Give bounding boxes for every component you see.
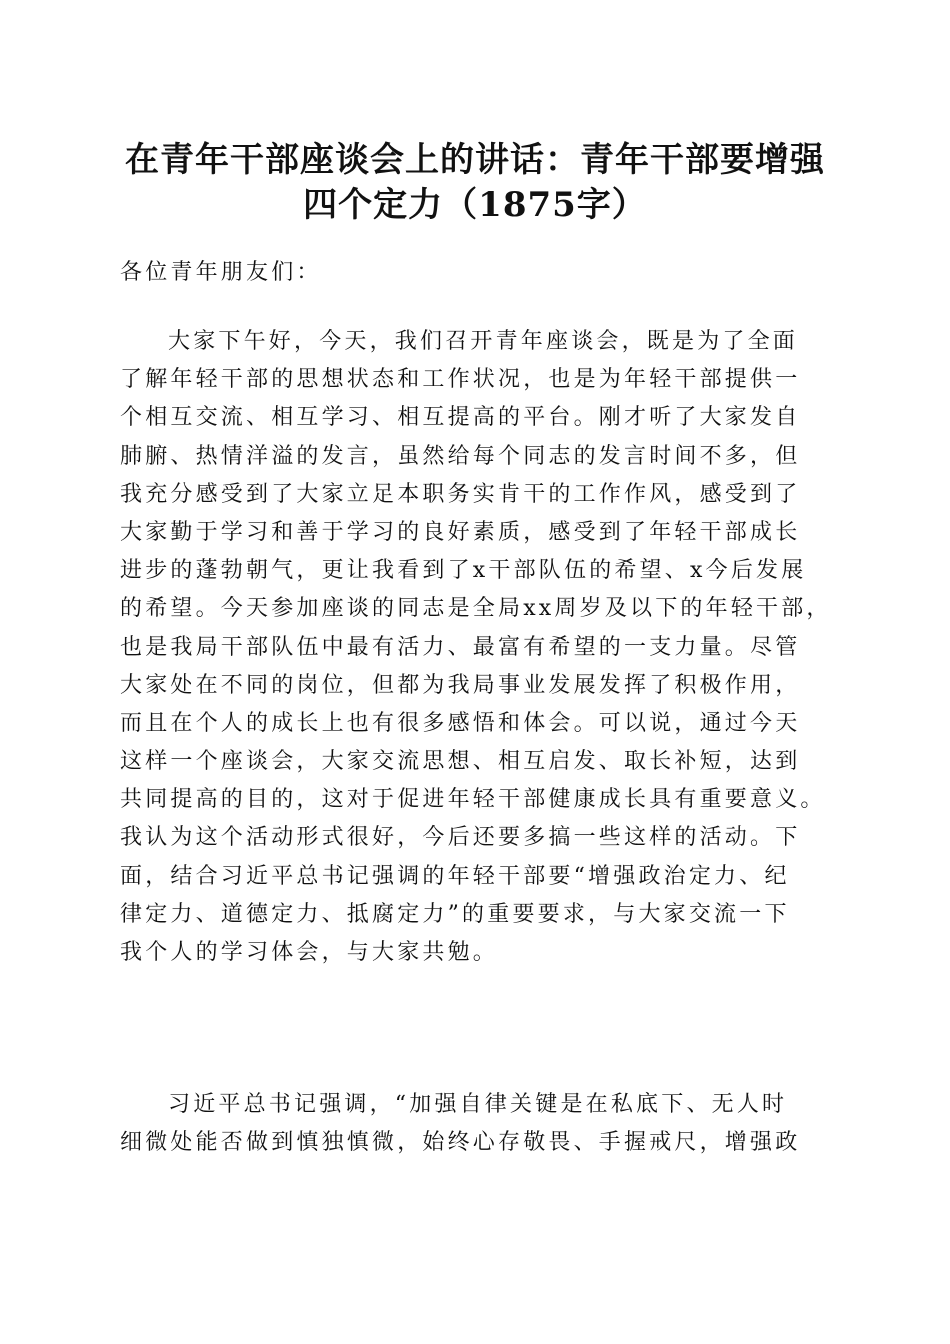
document-title-line-2: 四个定力（1875字）	[303, 185, 647, 225]
paragraph-1-line: 大家处在不同的岗位，但都为我局事业发展发挥了积极作用，	[120, 672, 801, 698]
paragraph-1-line: 大家勤于学习和善于学习的良好素质，感受到了年轻干部成长	[120, 519, 801, 545]
document-title-line-1: 在青年干部座谈会上的讲话：青年干部要增强	[125, 140, 825, 180]
paragraph-1	[120, 325, 830, 974]
paragraph-1-line: 大家下午好，今天，我们召开青年座谈会，既是为了全面	[168, 329, 799, 354]
paragraph-2-line: 细微处能否做到慎独慎微，始终心存敬畏、手握戒尺，增强政	[120, 1130, 801, 1156]
paragraph-1-line: 肺腑、热情洋溢的发言，虽然给每个同志的发言时间不多，但	[120, 443, 801, 469]
paragraph-1-line: 共同提高的目的，这对于促进年轻干部健康成长具有重要意义。	[120, 787, 826, 813]
paragraph-1-line: 律定力、道德定力、抵腐定力”的重要要求，与大家交流一下	[120, 901, 790, 927]
paragraph-1-line: 进步的蓬勃朝气，更让我看到了x干部队伍的希望、x今后发展	[120, 558, 807, 584]
paragraph-1-line: 面，结合习近平总书记强调的年轻干部要“增强政治定力、纪	[120, 863, 790, 889]
paragraph-1-line: 了解年轻干部的思想状态和工作状况，也是为年轻干部提供一	[120, 367, 801, 393]
paragraph-1-line: 我充分感受到了大家立足本职务实肯干的工作作风，感受到了	[120, 481, 801, 507]
paragraph-1-line: 个相互交流、相互学习、相互提高的平台。刚才听了大家发自	[120, 405, 801, 431]
paragraph-1-line: 也是我局干部队伍中最有活力、最富有希望的一支力量。尽管	[120, 634, 801, 660]
greeting: 各位青年朋友们：	[120, 260, 322, 285]
paragraph-1-line: 我个人的学习体会，与大家共勉。	[120, 940, 499, 965]
paragraph-1-line: 我认为这个活动形式很好，今后还要多搞一些这样的活动。下	[120, 825, 801, 851]
paragraph-1-line: 这样一个座谈会，大家交流思想、相互启发、取长补短，达到	[120, 749, 801, 775]
paragraph-2	[120, 1088, 830, 1164]
paragraph-1-line: 而且在个人的成长上也有很多感悟和体会。可以说，通过今天	[120, 710, 801, 736]
paragraph-2-line: 习近平总书记强调，“加强自律关键是在私底下、无人时	[168, 1092, 788, 1117]
paragraph-1-line: 的希望。今天参加座谈的同志是全局xx周岁及以下的年轻干部，	[120, 596, 832, 622]
